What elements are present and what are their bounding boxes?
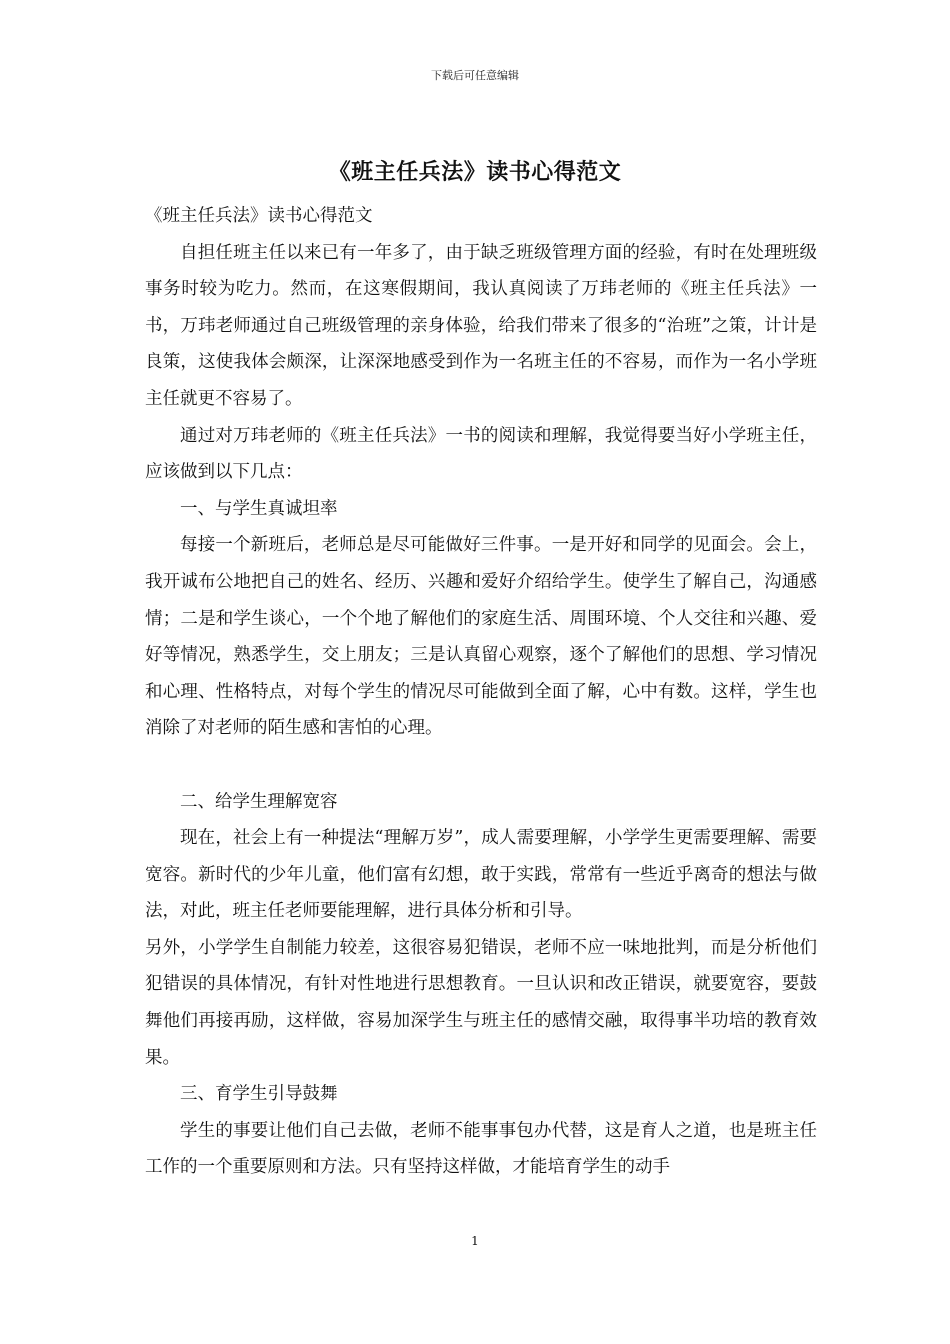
paragraph-section-2a: 现在，社会上有一种提法“理解万岁”，成人需要理解，小学学生更需要理解、需要宽容。新时代的少年儿童，他们富有幻想，敢于实践，常常有一些近乎离奇的想法与做法，对此，班主任老师要能理解，进行具体分析和引导。 bbox=[145, 828, 817, 922]
section-heading-1: 一、与学生真诚坦率 bbox=[180, 498, 338, 519]
document-title: 《班主任兵法》读书心得范文 bbox=[328, 159, 622, 185]
paragraph-section-2b: 另外，小学学生自制能力较差，这很容易犯错误，老师不应一味地批判，而是分析他们犯错误的具体情况，有针对性地进行思想教育。一旦认识和改正错误，就要宽容，要鼓舞他们再接再励，这样做，容易加深学生与班主任的感情交融，取得事半功培的教育效果。 bbox=[145, 937, 817, 1068]
document-body bbox=[145, 198, 817, 1186]
section-heading-3: 三、育学生引导鼓舞 bbox=[180, 1084, 338, 1105]
paragraph-section-3: 学生的事要让他们自己去做，老师不能事事包办代替，这是育人之道，也是班主任工作的一个重要原则和方法。只有坚持这样做，才能培育学生的动手 bbox=[145, 1120, 817, 1178]
page-header-note: 下载后可任意编辑 bbox=[431, 69, 519, 82]
paragraph-intro: 自担任班主任以来已有一年多了，由于缺乏班级管理方面的经验，有时在处理班级事务时较为吃力。然而，在这寒假期间，我认真阅读了万玮老师的《班主任兵法》一书，万玮老师通过自己班级管理的亲身体验，给我们带来了很多的“治班”之策，计计是良策，这使我体会颇深，让深深地感受到作为一名班主任的不容易，而作为一名小学班主任就更不容易了。 bbox=[145, 242, 817, 409]
section-heading-2: 二、给学生理解宽容 bbox=[180, 791, 338, 812]
paragraph-points-intro: 通过对万玮老师的《班主任兵法》一书的阅读和理解，我觉得要当好小学班主任，应该做到以下几点： bbox=[145, 425, 817, 483]
document-subtitle: 《班主任兵法》读书心得范文 bbox=[145, 206, 373, 226]
paragraph-section-1: 每接一个新班后，老师总是尽可能做好三件事。一是开好和同学的见面会。会上，我开诚布公地把自己的姓名、经历、兴趣和爱好介绍给学生。使学生了解自己，沟通感情；二是和学生谈心，一个个地了解他们的家庭生活、周围环境、个人交往和兴趣、爱好等情况，熟悉学生，交上朋友；三是认真留心观察，逐个了解他们的思想、学习情况和心理、性格特点，对每个学生的情况尽可能做到全面了解，心中有数。这样，学生也消除了对老师的陌生感和害怕的心理。 bbox=[145, 535, 817, 739]
page-number: 1 bbox=[471, 1234, 479, 1248]
